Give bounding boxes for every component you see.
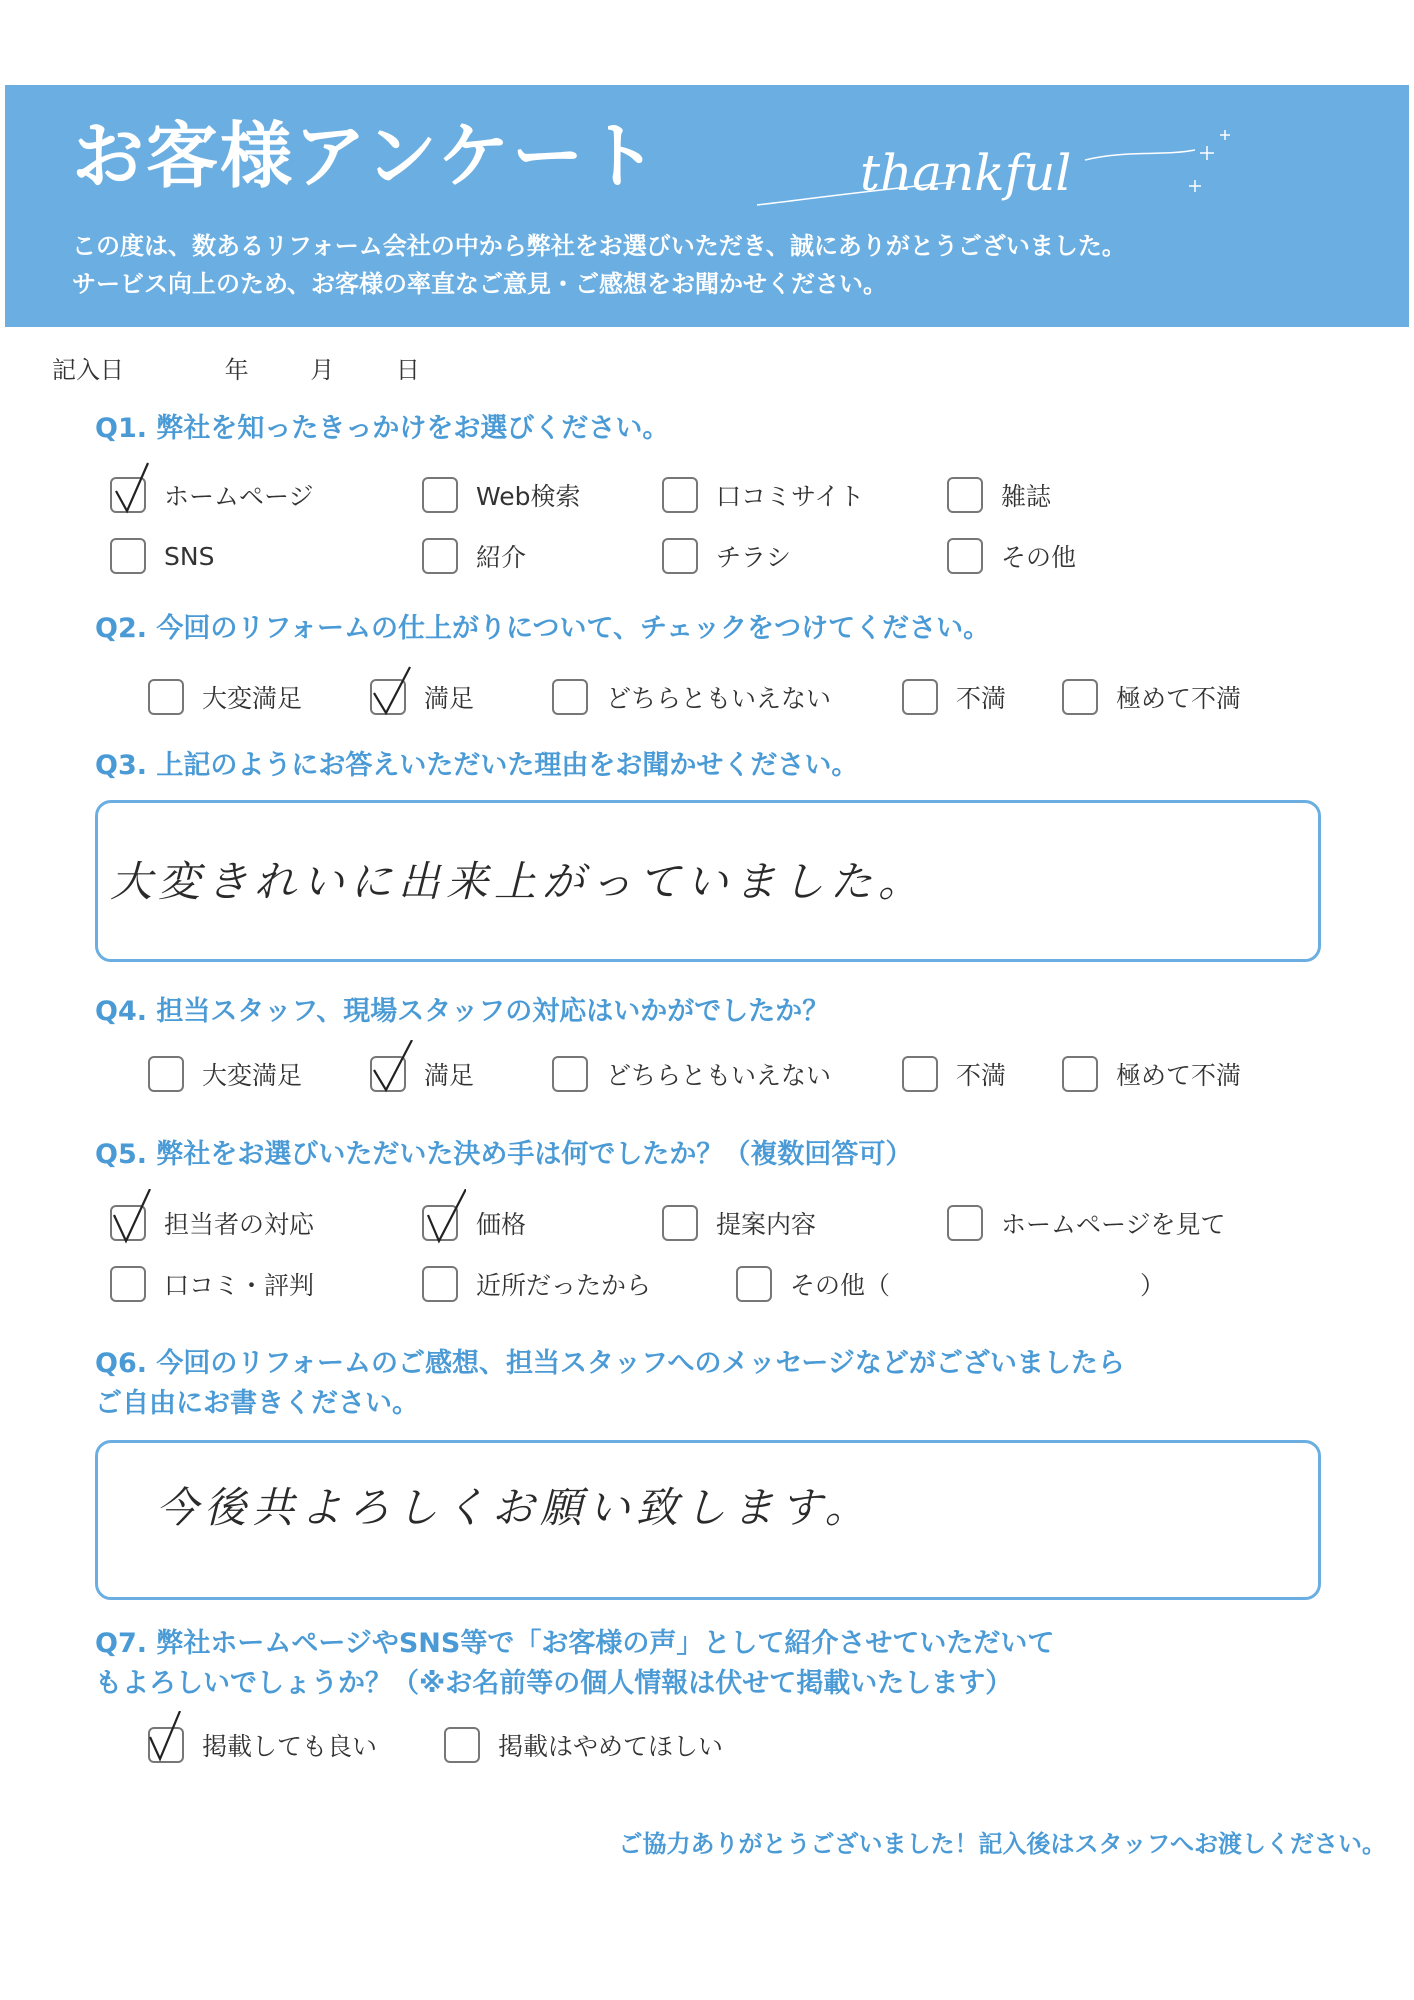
date-label: 記入日 xyxy=(52,356,124,384)
checkmark-icon xyxy=(110,1189,154,1245)
page-title: お客様アンケート xyxy=(72,114,660,198)
q2-checkbox-very-satisfied[interactable] xyxy=(148,679,184,715)
intro-line-2: サービス向上のため、お客様の率直なご意見・ご感想をお聞かせください。 xyxy=(72,270,888,298)
q5-option-label: その他（ xyxy=(790,1271,891,1300)
q2-checkbox-neutral[interactable] xyxy=(552,679,588,715)
q5-checkbox-homepage[interactable] xyxy=(947,1205,983,1241)
thankful-script-logo xyxy=(755,120,1235,230)
q1-option-other[interactable] xyxy=(947,536,1076,576)
q1-question: Q1. 弊社を知ったきっかけをお選びください。 xyxy=(95,413,670,444)
q4-question: Q4. 担当スタッフ、現場スタッフの対応はいかがでしたか？ xyxy=(95,996,830,1027)
q5-option-reputation[interactable] xyxy=(110,1264,314,1304)
q2-option-label: 大変満足 xyxy=(202,684,303,713)
q6-answer-box[interactable] xyxy=(95,1440,1321,1600)
q2-option-label: 不満 xyxy=(956,684,1007,713)
q6-handwritten-answer: 今後共よろしくお願い致します。 xyxy=(156,1483,873,1532)
q1-option-referral[interactable] xyxy=(422,536,526,576)
q1-checkbox-review-site[interactable] xyxy=(662,477,698,513)
q5-checkbox-staff-response[interactable] xyxy=(110,1205,146,1241)
q5-option-homepage[interactable] xyxy=(947,1203,1226,1243)
q1-option-flyer[interactable] xyxy=(662,536,791,576)
q7-option-ok-to-publish[interactable] xyxy=(148,1725,377,1765)
q5-option-label: 口コミ・評判 xyxy=(164,1271,315,1300)
checkmark-icon xyxy=(110,461,154,517)
q1-option-label: 口コミサイト xyxy=(716,482,865,511)
q5-option-staff-response[interactable] xyxy=(110,1203,314,1243)
q2-checkbox-dissatisfied[interactable] xyxy=(902,679,938,715)
q7-checkbox-do-not-publish[interactable] xyxy=(444,1727,480,1763)
entry-date-row xyxy=(52,350,420,385)
q3-answer-box[interactable] xyxy=(95,800,1321,962)
q5-option-label: 担当者の対応 xyxy=(164,1210,315,1239)
q1-checkbox-sns[interactable] xyxy=(110,538,146,574)
q4-option-label: 満足 xyxy=(424,1061,475,1090)
q6-question-line-1: Q6. 今回のリフォームのご感想、担当スタッフへのメッセージなどがございましたら xyxy=(95,1348,1125,1379)
q2-option-label: どちらともいえない xyxy=(606,684,832,713)
q2-option-label: 極めて不満 xyxy=(1116,684,1242,713)
q5-checkbox-nearby[interactable] xyxy=(422,1266,458,1302)
q5-option-label: 提案内容 xyxy=(716,1210,817,1239)
q5-question: Q5. 弊社をお選びいただいた決め手は何でしたか？（複数回答可） xyxy=(95,1139,913,1170)
q2-option-dissatisfied[interactable] xyxy=(902,677,1006,717)
q1-checkbox-other[interactable] xyxy=(947,538,983,574)
q1-option-label: 雑誌 xyxy=(1001,482,1052,511)
q1-checkbox-web-search[interactable] xyxy=(422,477,458,513)
q1-option-magazine[interactable] xyxy=(947,475,1051,515)
q2-option-neutral[interactable] xyxy=(552,677,831,717)
q5-option-label: 近所だったから xyxy=(476,1271,652,1300)
checkmark-icon xyxy=(370,1040,414,1096)
checkmark-icon xyxy=(422,1189,466,1245)
q5-checkbox-other[interactable] xyxy=(736,1266,772,1302)
q5-checkbox-proposal[interactable] xyxy=(662,1205,698,1241)
q4-option-neutral[interactable] xyxy=(552,1054,831,1094)
q5-checkbox-price[interactable] xyxy=(422,1205,458,1241)
q7-checkbox-ok-to-publish[interactable] xyxy=(148,1727,184,1763)
q2-option-very-satisfied[interactable] xyxy=(148,677,302,717)
q5-option-price[interactable] xyxy=(422,1203,526,1243)
date-day-label: 日 xyxy=(395,356,420,384)
q4-option-very-dissatisfied[interactable] xyxy=(1062,1054,1241,1094)
q4-option-label: どちらともいえない xyxy=(606,1061,832,1090)
q1-option-label: Web検索 xyxy=(476,482,581,511)
q1-option-label: SNS xyxy=(164,541,215,571)
q5-other-close-paren: ） xyxy=(1140,1271,1166,1300)
q3-question: Q3. 上記のようにお答えいただいた理由をお聞かせください。 xyxy=(95,750,859,781)
q2-checkbox-very-dissatisfied[interactable] xyxy=(1062,679,1098,715)
q1-option-web-search[interactable] xyxy=(422,475,581,515)
q5-checkbox-reputation[interactable] xyxy=(110,1266,146,1302)
q7-option-label: 掲載はやめてほしい xyxy=(498,1732,724,1761)
q4-option-satisfied[interactable] xyxy=(370,1054,474,1094)
q1-checkbox-flyer[interactable] xyxy=(662,538,698,574)
intro-line-1: この度は、数あるリフォーム会社の中から弊社をお選びいただき、誠にありがとうございました。 xyxy=(72,232,1126,260)
q5-option-label: ホームページを見て xyxy=(1001,1210,1226,1239)
footer-thanks: ご協力ありがとうございました！記入後はスタッフへお渡しください。 xyxy=(618,1830,1386,1858)
q1-option-label: チラシ xyxy=(716,543,792,572)
q4-checkbox-very-satisfied[interactable] xyxy=(148,1056,184,1092)
q5-option-label: 価格 xyxy=(476,1210,527,1239)
q4-option-very-satisfied[interactable] xyxy=(148,1054,302,1094)
date-year-label: 年 xyxy=(224,356,249,384)
q4-option-label: 大変満足 xyxy=(202,1061,303,1090)
q3-handwritten-answer: 大変きれいに出来上がっていました。 xyxy=(110,857,927,906)
q7-question-line-1: Q7. 弊社ホームページやSNS等で「お客様の声」として紹介させていただいて xyxy=(95,1628,1055,1659)
thankful-script-text: thankful xyxy=(860,144,1072,202)
q1-option-label: 紹介 xyxy=(476,543,527,572)
checkmark-icon xyxy=(370,663,414,719)
q2-option-very-dissatisfied[interactable] xyxy=(1062,677,1241,717)
q4-option-label: 不満 xyxy=(956,1061,1007,1090)
q2-option-satisfied[interactable] xyxy=(370,677,474,717)
q5-option-proposal[interactable] xyxy=(662,1203,816,1243)
q7-question-line-2: もよろしいでしょうか？（※お名前等の個人情報は伏せて掲載いたします） xyxy=(95,1668,1013,1699)
q1-option-sns[interactable] xyxy=(110,536,214,576)
q1-option-label: その他 xyxy=(1001,543,1077,572)
q4-option-dissatisfied[interactable] xyxy=(902,1054,1006,1094)
q4-checkbox-satisfied[interactable] xyxy=(370,1056,406,1092)
q2-checkbox-satisfied[interactable] xyxy=(370,679,406,715)
q1-option-review-site[interactable] xyxy=(662,475,864,515)
q1-checkbox-magazine[interactable] xyxy=(947,477,983,513)
q1-checkbox-referral[interactable] xyxy=(422,538,458,574)
q2-option-label: 満足 xyxy=(424,684,475,713)
q1-option-homepage[interactable] xyxy=(110,475,314,515)
q4-checkbox-very-dissatisfied[interactable] xyxy=(1062,1056,1098,1092)
q4-checkbox-neutral[interactable] xyxy=(552,1056,588,1092)
q7-option-do-not-publish[interactable] xyxy=(444,1725,723,1765)
q6-question-line-2: ご自由にお書きください。 xyxy=(95,1388,419,1419)
q5-option-nearby[interactable] xyxy=(422,1264,651,1304)
date-month-label: 月 xyxy=(310,356,335,384)
q7-option-label: 掲載しても良い xyxy=(202,1732,378,1761)
q1-option-label: ホームページ xyxy=(164,482,314,511)
q1-checkbox-homepage[interactable] xyxy=(110,477,146,513)
q4-option-label: 極めて不満 xyxy=(1116,1061,1242,1090)
q4-checkbox-dissatisfied[interactable] xyxy=(902,1056,938,1092)
q5-option-other[interactable] xyxy=(736,1264,890,1304)
q2-question: Q2. 今回のリフォームの仕上がりについて、チェックをつけてください。 xyxy=(95,613,991,644)
checkmark-icon xyxy=(148,1711,192,1767)
